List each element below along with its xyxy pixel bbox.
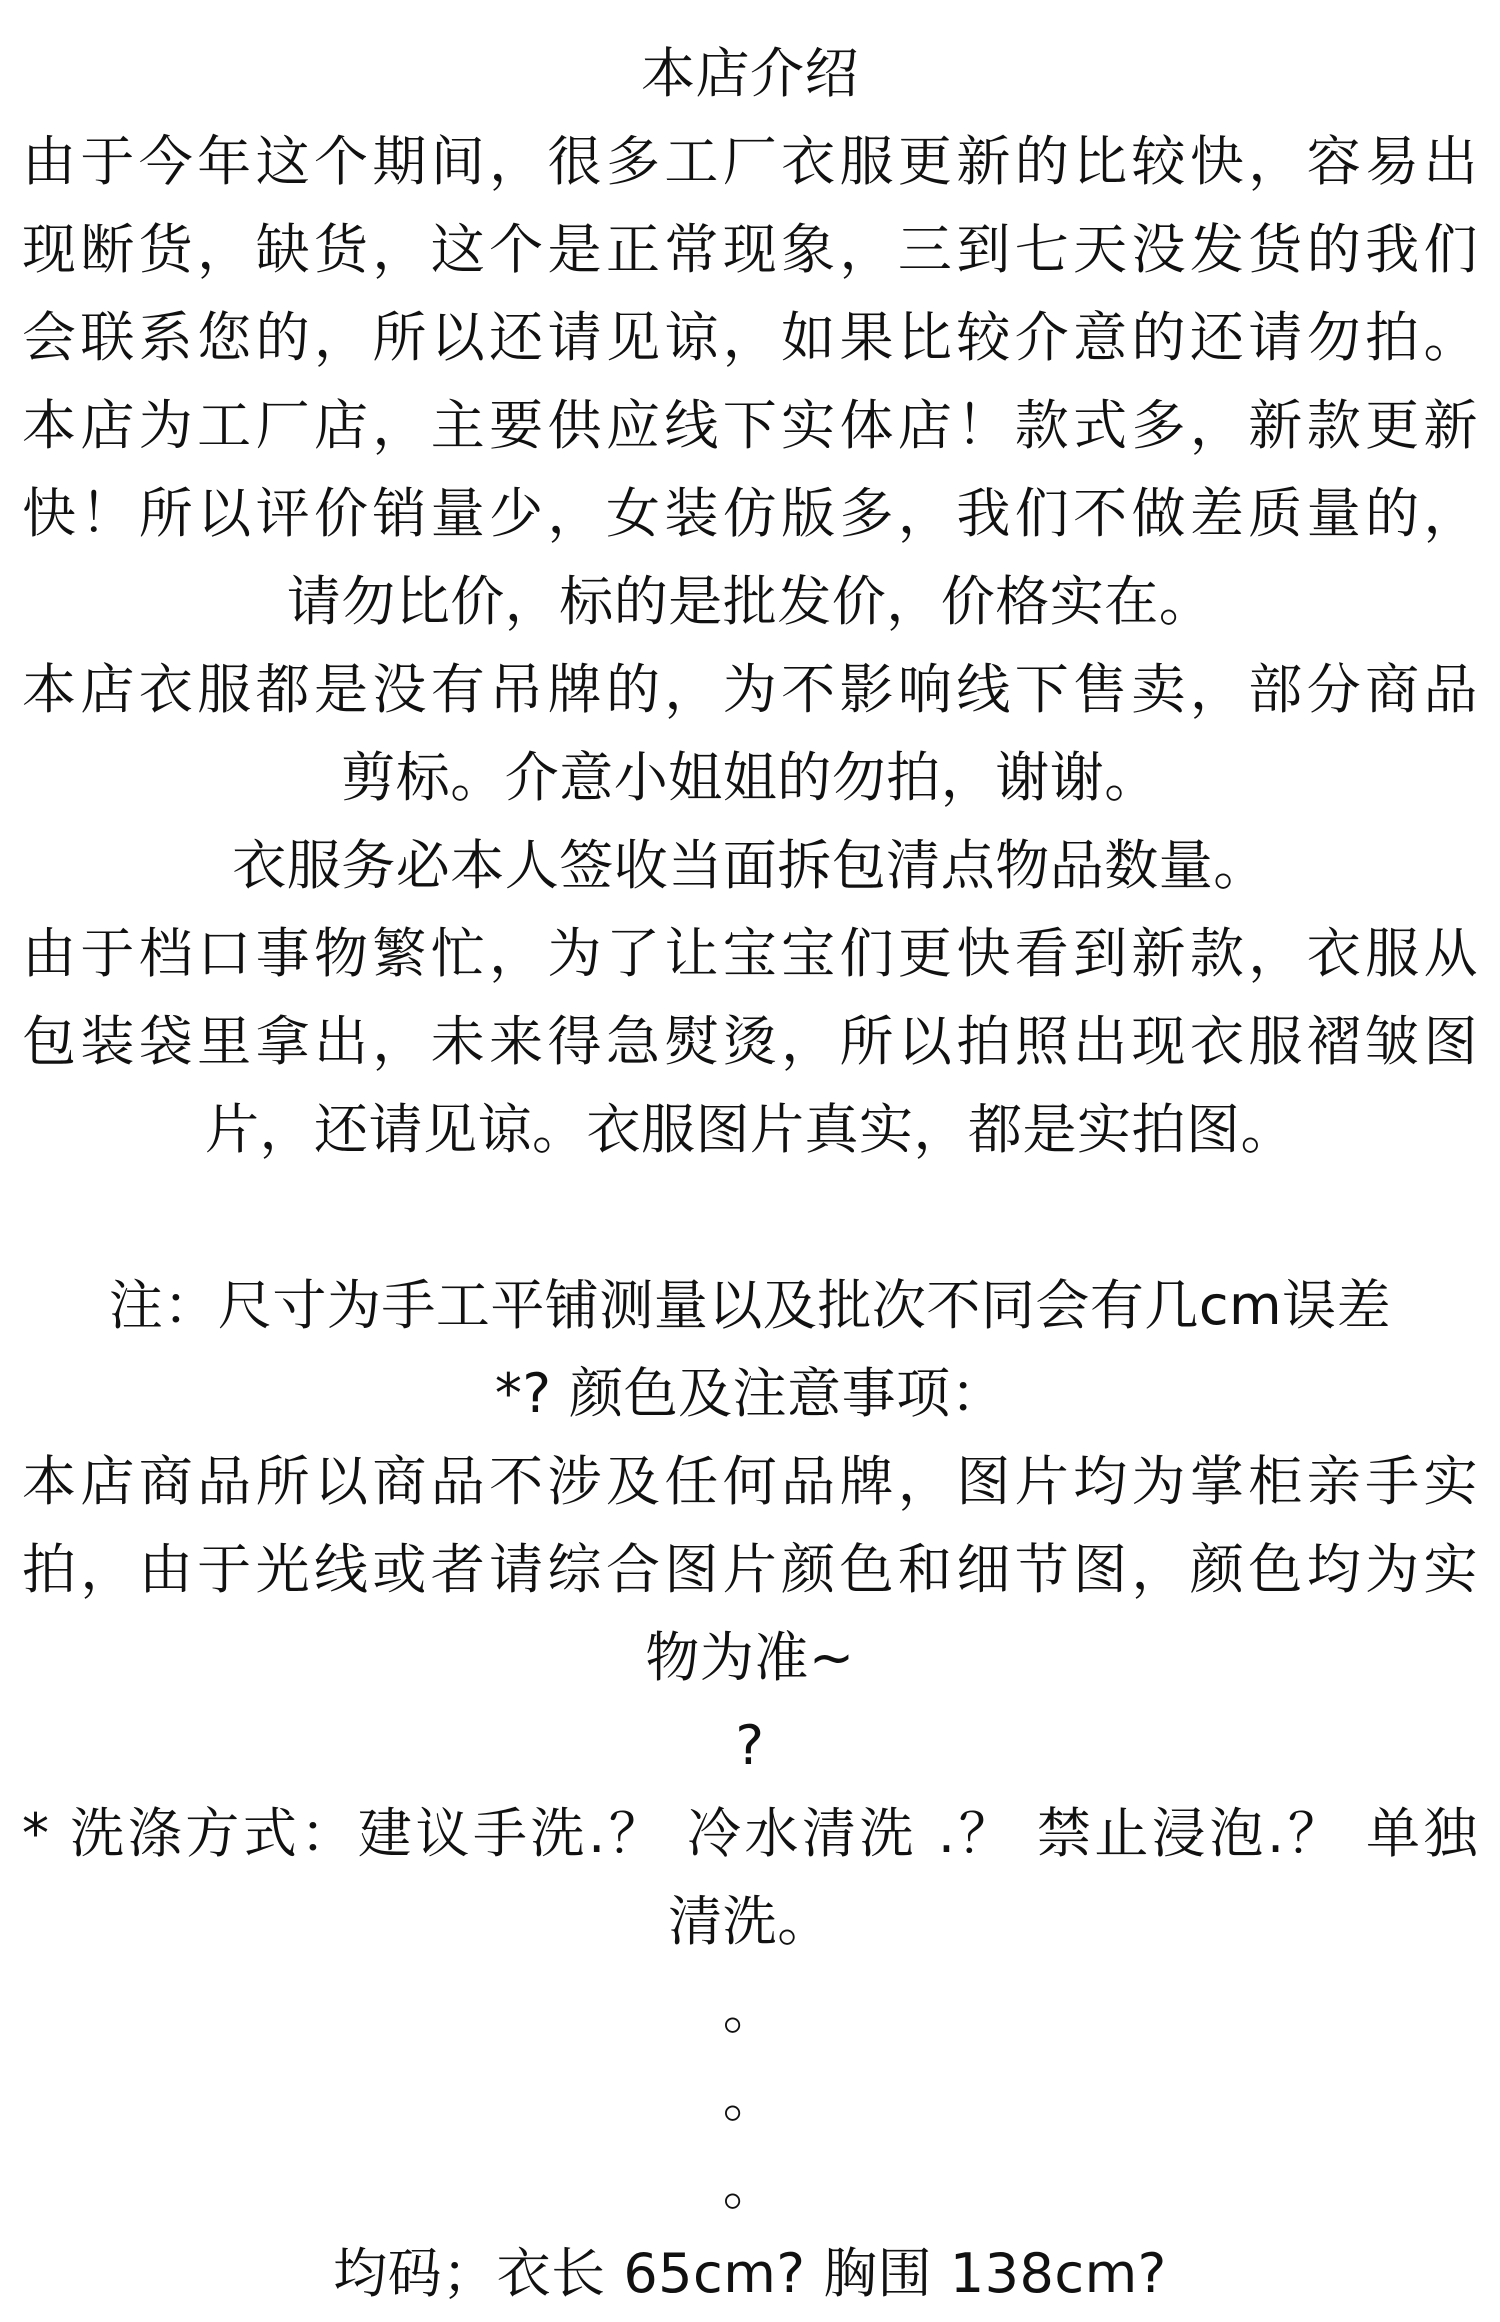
intro-line-1: 由于今年这个期间，很多工厂衣服更新的比较快，容易出 <box>22 130 1478 193</box>
size-spec: 均码；衣长 65cm? 胸围 138cm? <box>333 2242 1167 2305</box>
blank-gap <box>22 1174 1478 1262</box>
size-note: 注：尺寸为手工平铺测量以及批次不同会有几cm误差 <box>108 1274 1392 1337</box>
dot-line-2: 。 <box>722 2066 778 2129</box>
dot-line-3: 。 <box>722 2154 778 2217</box>
factory-line-2: 快！所以评价销量少，女装仿版多，我们不做差质量的， <box>22 482 1478 545</box>
shop-notice-document <box>22 30 1478 2318</box>
color-heading: *? 颜色及注意事项： <box>494 1362 1006 1425</box>
wash-line-2: 清洗。 <box>668 1890 832 1953</box>
wrinkle-line-2: 包装袋里拿出，未来得急熨烫，所以拍照出现衣服褶皱图 <box>22 1010 1478 1073</box>
wash-line-1: * 洗涤方式：建议手洗.？ 冷水清洗 .？ 禁止浸泡.？ 单独 <box>22 1802 1478 1865</box>
sign-line: 衣服务必本人签收当面拆包清点物品数量。 <box>232 834 1268 897</box>
factory-line-3: 请勿比价，标的是批发价，价格实在。 <box>286 570 1214 633</box>
factory-line-1: 本店为工厂店，主要供应线下实体店！款式多，新款更新 <box>22 394 1478 457</box>
dot-line-1: 。 <box>722 1978 778 2041</box>
intro-line-3: 会联系您的，所以还请见谅，如果比较介意的还请勿拍。 <box>22 306 1478 369</box>
color-line-2: 拍，由于光线或者请综合图片颜色和细节图，颜色均为实 <box>22 1538 1478 1601</box>
tag-line-2: 剪标。介意小姐姐的勿拍，谢谢。 <box>341 746 1159 809</box>
tag-line-1: 本店衣服都是没有吊牌的，为不影响线下售卖，部分商品 <box>22 658 1478 721</box>
color-line-1: 本店商品所以商品不涉及任何品牌，图片均为掌柜亲手实 <box>22 1450 1478 1513</box>
wrinkle-line-3: 片，还请见谅。衣服图片真实，都是实拍图。 <box>205 1098 1295 1161</box>
question-mark-line: ? <box>735 1714 765 1777</box>
document-title: 本店介绍 <box>641 42 859 105</box>
color-line-3: 物为准~ <box>645 1626 855 1689</box>
wrinkle-line-1: 由于档口事物繁忙，为了让宝宝们更快看到新款，衣服从 <box>22 922 1478 985</box>
intro-line-2: 现断货，缺货，这个是正常现象，三到七天没发货的我们 <box>22 218 1478 281</box>
